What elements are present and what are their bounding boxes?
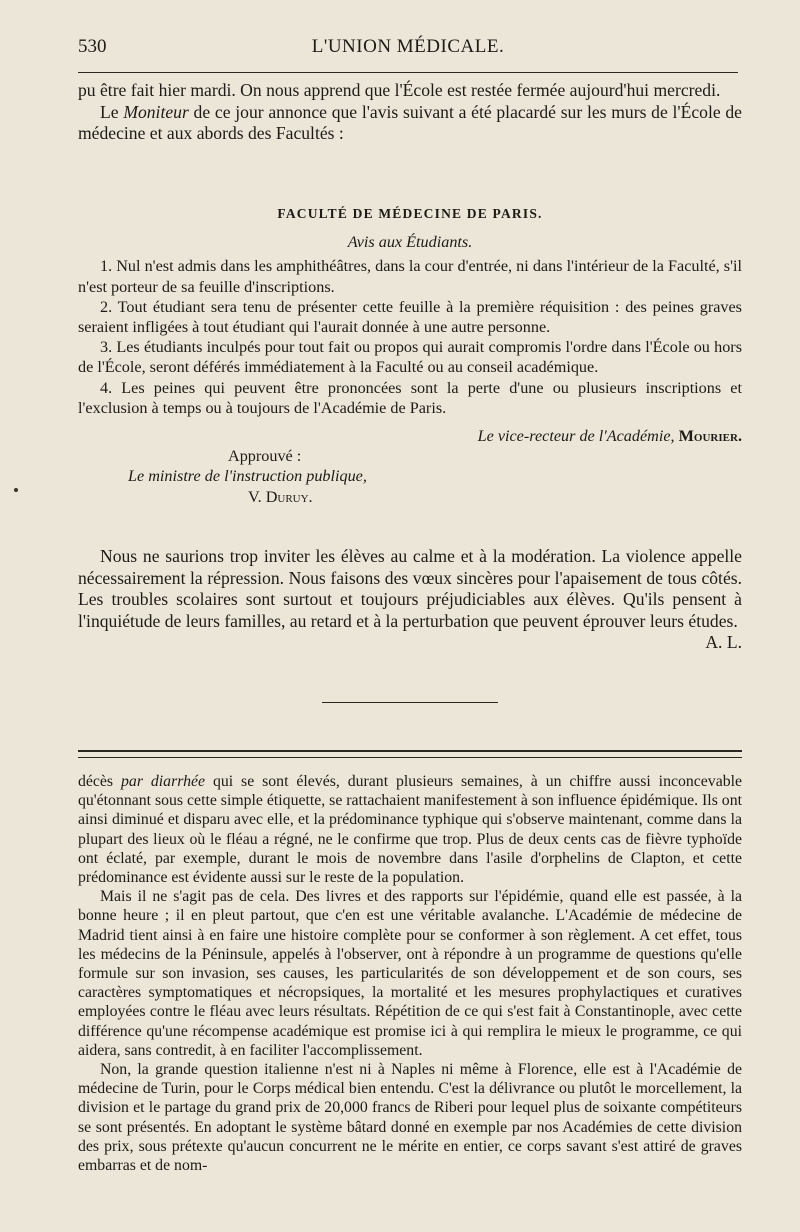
author-initials: A. L. <box>705 632 742 653</box>
notice-heading: FACULTÉ DE MÉDECINE DE PARIS. <box>277 206 543 221</box>
approval-label: Approuvé : <box>228 447 302 466</box>
paragraph: décès par diarrhée qui se sont élevés, durant plusieurs semaines, à un chiffre aussi inconcevable qu'étonnant sous cette simple étiquette, se rattachaient manifestement à son influence épidémique. Ils ont ainsi diminué et disparu avec elle, et la prédominance typhique qui s'observe maintenant, comme dans la plupart des lieux où le fléau a régné, ne le confirme que trop. Plus de deux cents cas de fièvre typhoïde ont éclaté, par exemple, durant le mois de novembre dans l'asile d'orphelins de Clapton, et cette prédominance est évidente aussi sur le reste de la population. <box>78 773 743 887</box>
paragraph: pu être fait hier mardi. On nous apprend que l'École est restée fermée aujourd'hui mercredi. <box>78 80 721 100</box>
notice-block <box>78 190 742 507</box>
minister-name: V. Duruy. <box>248 487 313 506</box>
notice-item-1: 1. Nul n'est admis dans les amphithéâtres, dans la cour d'entrée, ni dans l'intérieur de la Faculté, s'il n'est porteur de sa feuille d'inscriptions. <box>78 257 742 296</box>
minister-title: Le ministre de l'instruction publique, <box>128 467 367 486</box>
paragraph: Mais il ne s'agit pas de cela. Des livres et des rapports sur l'épidémie, quand elle est passée, à la bonne heure ; il en pleut partout, que c'en est une véritable avalanche. L'Académie de médecine de Madrid tient ainsi à en faire une histoire complète pour se conformer à son règlement. A cet effet, tous les médecins de la Péninsule, appelés à l'observer, ont à répondre à un programme de questions qu'elle formule sur son invasion, ses causes, les particularités de son développement et de son cours, ses caractères symptomatiques et nécropsiques, la mortalité et les mesures prophylactiques et curatives employées contre le fléau avec leurs résultats. Répétition de ce qui s'est fait à Constantinople, avec cette différence qu'une récompense académique est promise ici à qui remplira le mieux le programme, ce qui aidera, sans contredit, à en faciliter l'accomplissement. <box>78 888 742 1059</box>
signature-vice-recteur: Le vice-recteur de l'Académie, Mourier. <box>477 427 742 446</box>
emphasis: par diarrhée <box>121 773 206 790</box>
section-divider-short <box>322 702 498 703</box>
running-head: L'UNION MÉDICALE. <box>311 36 505 57</box>
page-header <box>78 36 738 62</box>
article-section-top <box>78 80 742 145</box>
page-number: 530 <box>78 36 107 57</box>
header-rule <box>78 72 738 73</box>
notice-subheading: Avis aux Étudiants. <box>347 233 473 252</box>
closing-paragraph: Nous ne saurions trop inviter les élèves au calme et à la modération. La violence appelle nécessairement la répression. Nous faisons des vœux sincères pour l'apaisement de tous côtés. Les troubles scolaires sont surtout et toujours préjudiciables aux élèves. Qu'ils pensent à l'inquiétude de leurs familles, au retard et à la perturbation que peuvent éprouver leurs études. A. L. <box>78 546 742 653</box>
feuilleton-section <box>78 772 742 1175</box>
margin-mark <box>14 488 18 492</box>
notice-item-3: 3. Les étudiants inculpés pour tout fait ou propos qui aurait compromis l'ordre dans l'École ou hors de l'École, seront déférés immédiatement à la Faculté ou au conseil académique. <box>78 338 742 377</box>
notice-item-4: 4. Les peines qui peuvent être prononcées sont la perte d'une ou plusieurs inscriptions et l'exclusion à temps ou à toujours de l'Académie de Paris. <box>78 378 742 417</box>
notice-item-2: 2. Tout étudiant sera tenu de présenter cette feuille à la première réquisition : des peines graves seraient infligées à tout étudiant qui l'aurait donnée à une autre personne. <box>78 297 742 337</box>
closing-paragraph-block <box>78 546 742 654</box>
feuilleton-double-rule <box>78 750 742 758</box>
paragraph: Le Moniteur de ce jour annonce que l'avis suivant a été placardé sur les murs de l'École de médecine et aux abords des Facultés : <box>78 101 742 144</box>
paragraph: Non, la grande question italienne n'est ni à Naples ni même à Florence, elle est à l'Académie de médecine de Turin, pour le Corps médical bien entendu. C'est la délivrance ou plutôt le morcellement, la division et le partage du grand prix de 20,000 francs de Riberi pour lequel plus de soixante compétiteurs se sont présentés. En adoptant le système bâtard donné en exemple par nos Académies de cette division des prix, sous prétexte qu'aucun concurrent ne le mérite en entier, ce corps savant s'est attiré de graves embarras et de nom- <box>78 1061 742 1175</box>
emphasis: Moniteur <box>123 101 189 122</box>
